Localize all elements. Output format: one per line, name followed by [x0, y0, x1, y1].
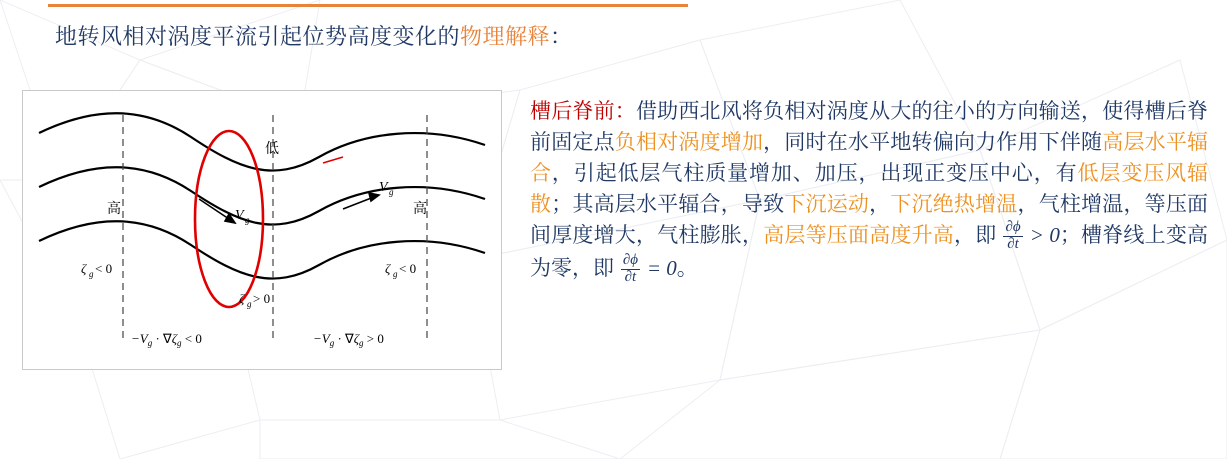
formula-dphi-dt-1 — [1003, 220, 1022, 253]
svg-text:g: g — [389, 187, 394, 197]
explanation-lead: 槽后脊前： — [530, 100, 636, 123]
svg-text:< 0: < 0 — [95, 261, 113, 276]
figure-label-high-left: 高 — [107, 202, 121, 217]
explanation-seg4: ；其高层水平辐合，导致 — [551, 193, 785, 216]
explanation-seg1: 借助西北风将负相对涡度从大的往小的方向输送，使得槽后脊前固定点 — [530, 100, 1208, 154]
explanation-em6: 高层等压面高度升高 — [763, 224, 955, 247]
svg-text:< 0: < 0 — [399, 261, 417, 276]
figure-zeta-right: ζ — [385, 261, 391, 276]
svg-text:g: g — [245, 215, 250, 225]
figure-zeta-mid: ζ — [239, 291, 245, 306]
diagram-figure — [22, 90, 502, 370]
explanation-seg9: 。 — [676, 256, 698, 280]
formula2-relation: = 0 — [646, 255, 677, 280]
figure-label-high-right: 高 — [413, 202, 427, 217]
explanation-seg5: ， — [869, 193, 891, 216]
page-title-highlight: 物理解释 — [460, 24, 551, 49]
top-accent-rule — [48, 4, 688, 7]
formula2-numerator: ∂ϕ — [622, 251, 639, 268]
explanation-seg3: ，引起低层气柱质量增加、加压，出现正变压中心，有 — [551, 162, 1078, 185]
formula-dphi-dt-2 — [621, 253, 640, 286]
page-title-suffix: ： — [550, 24, 573, 49]
formula1-denominator: ∂t — [1007, 235, 1019, 252]
explanation-seg8: ；槽脊线上变高为零，即 — [530, 224, 1209, 280]
page-title-prefix: 地转风相对涡度平流引起位势高度变化的 — [55, 24, 461, 49]
figure-label-low: 低 — [265, 142, 279, 157]
figure-advection-left: $-V_g \cdot \nabla\zeta_g < 0$ — [131, 331, 202, 348]
explanation-em3: 低层变压风辐散 — [530, 162, 1209, 216]
explanation-em4: 下沉运动 — [784, 193, 870, 216]
formula1-relation: > 0 — [1029, 223, 1060, 247]
svg-text:g: g — [89, 269, 94, 279]
explanation-em5: 下沉绝热增温 — [890, 193, 1018, 216]
explanation-em1: 负相对涡度增加 — [614, 131, 764, 154]
page-title — [55, 20, 573, 51]
explanation-em2: 高层水平辐合 — [530, 131, 1209, 185]
explanation-seg6: ，气柱增温，等压面间厚度增大，气柱膨胀， — [530, 193, 1209, 247]
svg-text:g: g — [247, 299, 252, 309]
formula2-denominator: ∂t — [624, 268, 637, 285]
explanation-seg2: ，同时在水平地转偏向力作用下伴随 — [763, 131, 1103, 154]
formula1-numerator: ∂ϕ — [1005, 219, 1021, 236]
figure-vector-left: V — [235, 208, 244, 223]
figure-zeta-left: ζ — [81, 261, 87, 276]
figure-vector-right: V — [379, 180, 388, 195]
svg-text:g: g — [393, 269, 398, 279]
explanation-seg7: ，即 — [954, 224, 997, 247]
svg-text:> 0: > 0 — [253, 291, 271, 306]
figure-advection-right: $-V_g \cdot \nabla\zeta_g > 0$ — [313, 331, 384, 348]
explanation-paragraph — [530, 96, 1208, 285]
